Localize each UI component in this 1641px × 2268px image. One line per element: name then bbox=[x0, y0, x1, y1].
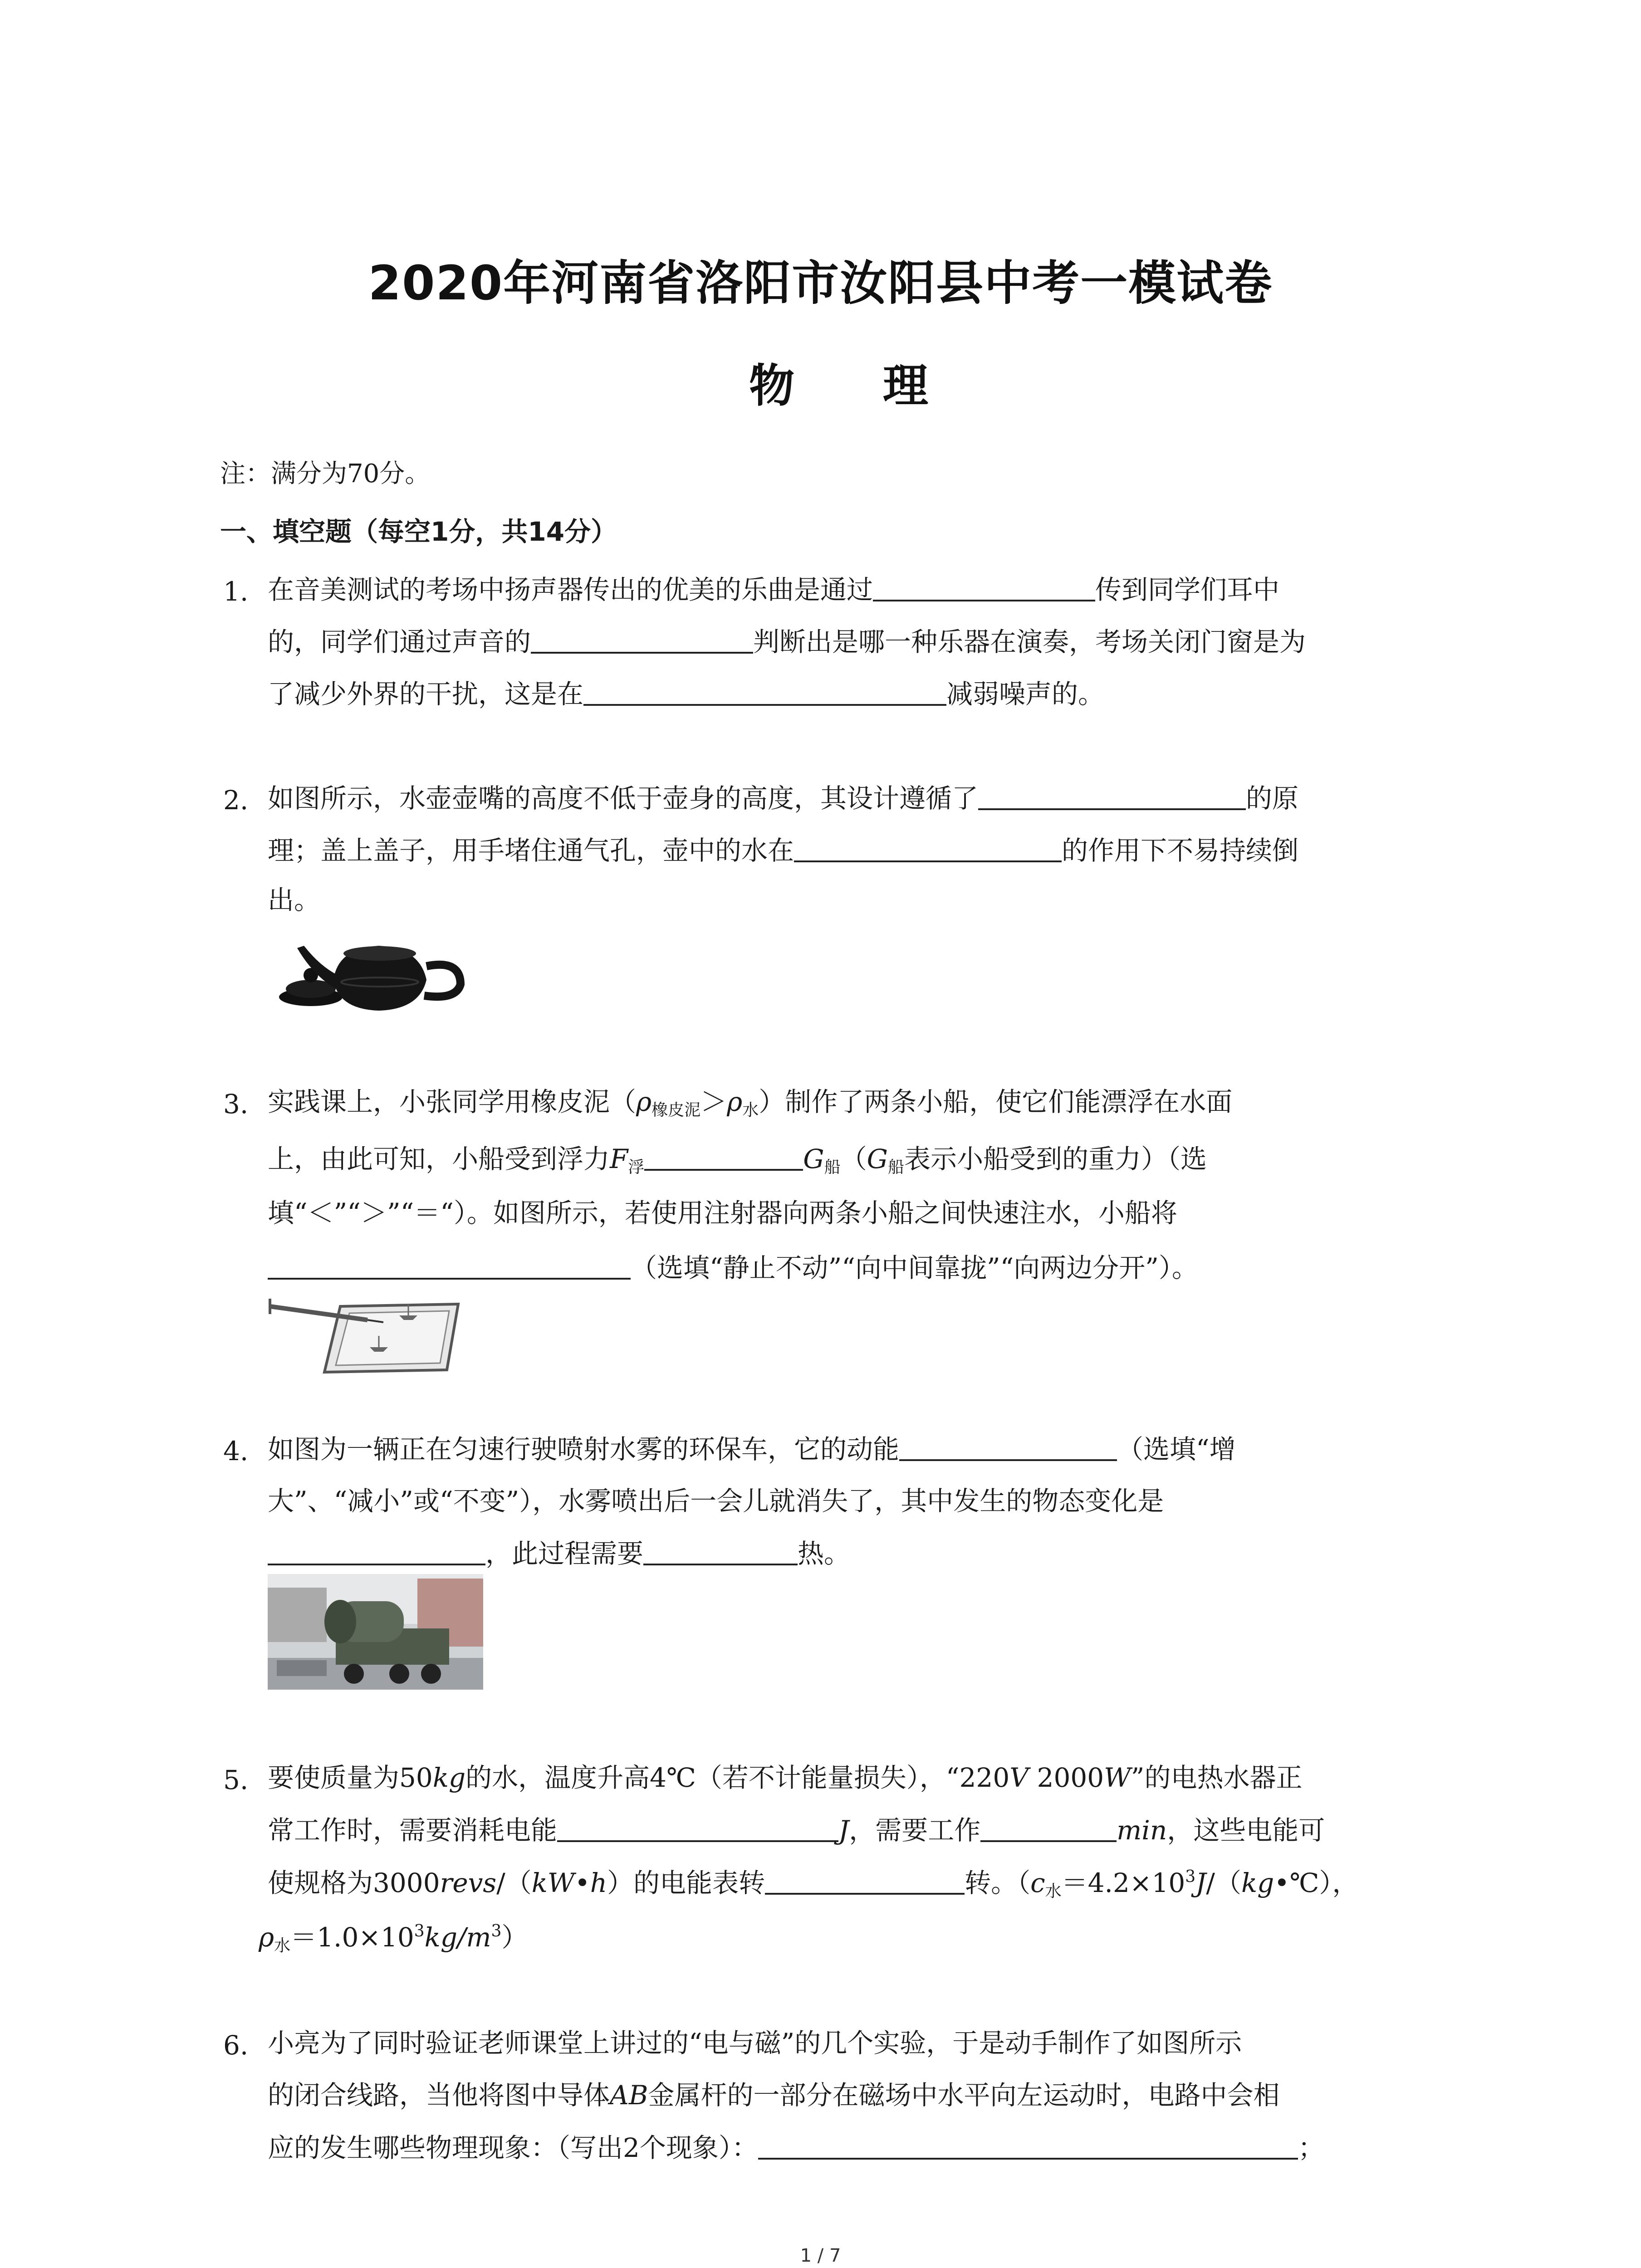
question-number: 3. bbox=[223, 1089, 249, 1119]
teapot-image bbox=[270, 921, 479, 1025]
q5-line1: 要使质量为50kg的水，温度升高4℃（若不计能量损失），“220V 2000W”的电热水器正 bbox=[268, 1762, 1303, 1793]
answer-blank[interactable] bbox=[978, 785, 1246, 810]
subject-title: 物 理 bbox=[749, 359, 965, 412]
q4-line1: 如图为一辆正在匀速行驶喷射水雾的环保车，它的动能 （选填“增 bbox=[268, 1434, 1236, 1465]
q1-line1: 在音美测试的考场中扬声器传出的优美的乐曲是通过 传到同学们耳中 bbox=[268, 574, 1280, 605]
q3-line3: 填“＜”“＞”“＝“）。如图所示，若使用注射器向两条小船之间快速注水，小船将 bbox=[268, 1198, 1177, 1228]
mist-truck-image bbox=[268, 1574, 483, 1690]
q2-line3: 出。 bbox=[268, 885, 321, 915]
answer-blank[interactable] bbox=[531, 628, 753, 654]
question-number: 4. bbox=[223, 1436, 249, 1466]
page-number: 1 / 7 bbox=[800, 2245, 841, 2266]
q5-line4: $\rho_水=1.0\times 10^3kg/m^3$） bbox=[259, 1922, 528, 1955]
q1-line2: 的，同学们通过声音的 判断出是哪一种乐器在演奏，考场关闭门窗是为 bbox=[268, 626, 1306, 657]
question-number: 2. bbox=[223, 785, 249, 816]
q1-line3: 了减少外界的干扰，这是在 减弱噪声的。 bbox=[268, 679, 1105, 709]
q5-line3: 使规格为3000revs/（kW•h）的电能表转 转。（$c_水=4.2\times 10^3J/(kg•℃)$， bbox=[268, 1867, 1359, 1901]
answer-blank[interactable] bbox=[980, 1817, 1117, 1842]
question-number: 6. bbox=[223, 2030, 249, 2061]
answer-blank[interactable] bbox=[268, 1540, 485, 1565]
answer-blank[interactable] bbox=[557, 1817, 838, 1842]
q6-line1: 小亮为了同时验证老师课堂上讲过的“电与磁”的几个实验，于是动手制作了如图所示 bbox=[268, 2028, 1242, 2058]
q5-line2: 常工作时，需要消耗电能 J，需要工作 min，这些电能可 bbox=[268, 1815, 1325, 1846]
q2-line2: 理；盖上盖子，用手堵住通气孔，壶中的水在 的作用下不易持续倒 bbox=[268, 835, 1299, 866]
exam-title: 2020年河南省洛阳市汝阳县中考一模试卷 bbox=[368, 255, 1273, 311]
q6-line3: 应的发生哪些物理现象：（写出2个现象）： ； bbox=[268, 2132, 1324, 2163]
q3-line2: 上，由此可知，小船受到浮力$F_浮$ $G_船(G_船$表示小船受到的重力）（选 bbox=[268, 1144, 1207, 1177]
answer-blank[interactable] bbox=[765, 1869, 965, 1895]
question-number: 1. bbox=[223, 576, 249, 607]
answer-blank[interactable] bbox=[873, 576, 1095, 601]
q4-line2: 大”、“减小”或“不变”），水雾喷出后一会儿就消失了，其中发生的物态变化是 bbox=[268, 1486, 1164, 1516]
answer-blank[interactable] bbox=[643, 1540, 798, 1565]
q4-line3: ，此过程需要 热。 bbox=[268, 1540, 850, 1567]
section-heading: 一、填空题（每空1分，共14分） bbox=[220, 516, 617, 547]
q3-line1: 实践课上，小张同学用橡皮泥$(\rho_{橡皮泥}>\rho_水)$制作了两条小船，使它们能漂浮在水面 bbox=[268, 1086, 1233, 1119]
q2-line1: 如图所示，水壶壶嘴的高度不低于壶身的高度，其设计遵循了 的原 bbox=[268, 783, 1299, 814]
answer-blank[interactable] bbox=[268, 1254, 631, 1280]
answer-blank[interactable] bbox=[758, 2134, 1298, 2160]
question-number: 5. bbox=[223, 1765, 249, 1795]
answer-blank[interactable] bbox=[794, 837, 1062, 862]
score-note: 注：满分为70分。 bbox=[220, 459, 431, 489]
answer-blank[interactable] bbox=[644, 1145, 803, 1171]
answer-blank[interactable] bbox=[899, 1436, 1117, 1461]
q3-line4: （选填“静止不动”“向中间靠拢”“向两边分开”）。 bbox=[268, 1254, 1198, 1281]
answer-blank[interactable] bbox=[583, 680, 946, 706]
boats-syringe-image bbox=[268, 1295, 463, 1377]
q6-line2: 的闭合线路，当他将图中导体AB金属杆的一部分在磁场中水平向左运动时，电路中会相 bbox=[268, 2080, 1280, 2111]
